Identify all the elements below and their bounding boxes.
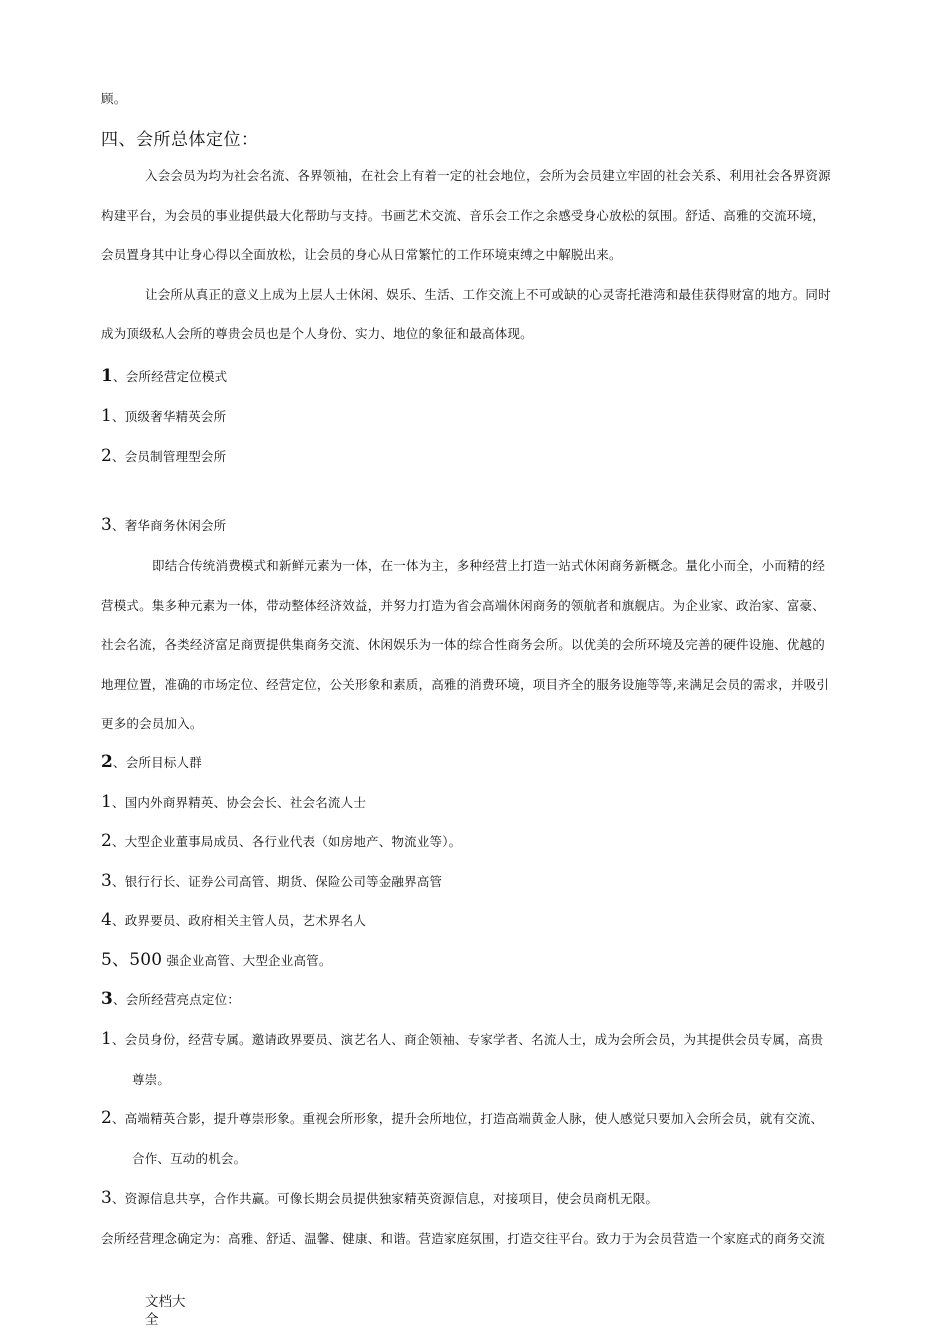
item-text: 、会员身份，经营专属。邀请政界要员、演艺名人、商企领袖、专家学者、名流人士，成为会所会员，为其提供会员专属，高贵 <box>112 1032 824 1047</box>
list-item <box>101 951 332 970</box>
item-number: 5、500 <box>101 950 163 970</box>
text-line: 顾。 <box>101 91 127 106</box>
item-text: 、银行行长、证券公司高管、期货、保险公司等金融界高管 <box>112 874 443 889</box>
item-number: 4 <box>101 910 113 930</box>
subsection-title: 、会所经营亮点定位： <box>113 992 241 1007</box>
subsection-title: 、会所经营定位模式 <box>113 369 228 384</box>
item-number: 2 <box>101 831 113 851</box>
item-number: 2 <box>101 1108 113 1128</box>
list-item-continuation: 尊崇。 <box>132 1072 171 1087</box>
paragraph-line: 成为顶级私人会所的尊贵会员也是个人身份、实力、地位的象征和最高体现。 <box>101 326 533 341</box>
list-item-continuation: 合作、互动的机会。 <box>132 1151 247 1166</box>
item-text: 、顶级奢华精英会所 <box>112 409 227 424</box>
paragraph-line: 即结合传统消费模式和新鲜元素为一体，在一体为主，多种经营上打造一站式休闲商务新概念。量化小而全，小而精的经 <box>152 558 826 573</box>
subsection-number: 2 <box>101 752 114 772</box>
subsection-number: 3 <box>101 989 114 1009</box>
subsection-heading <box>101 367 227 386</box>
paragraph-line: 营模式。集多种元素为一体，带动整体经济效益，并努力打造为省会高端休闲商务的领航者和旗舰店。为企业家、政治家、富豪、 <box>101 598 825 613</box>
list-item <box>101 516 226 535</box>
list-item <box>101 447 226 466</box>
list-item <box>101 1109 823 1128</box>
subsection-heading <box>101 753 202 772</box>
item-text: 、大型企业董事局成员、各行业代表（如房地产、物流业等）。 <box>112 834 462 849</box>
paragraph-line: 会所经营理念确定为：高雅、舒适、温馨、健康、和谐。营造家庭氛围，打造交往平台。致力于为会员营造一个家庭式的商务交流 <box>101 1231 825 1246</box>
item-number: 3 <box>101 515 113 535</box>
subsection-title: 、会所目标人群 <box>113 755 202 770</box>
paragraph-line: 入会会员为均为社会名流、各界领袖，在社会上有着一定的社会地位，会所为会员建立牢固的社会关系、利用社会各界资源 <box>145 168 831 183</box>
item-text: 、政界要员、政府相关主管人员，艺术界名人 <box>112 913 367 928</box>
item-text: 、奢华商务休闲会所 <box>112 518 227 533</box>
paragraph-line: 更多的会员加入。 <box>101 716 203 731</box>
item-text: 、高端精英合影，提升尊崇形象。重视会所形象，提升会所地位，打造高端黄金人脉，使人感觉只要加入会所会员，就有交流、 <box>112 1111 824 1126</box>
paragraph-line: 社会名流，各类经济富足商贾提供集商务交流、休闲娱乐为一体的综合性商务会所。以优美的会所环境及完善的硬件设施、优越的 <box>101 637 825 652</box>
list-item <box>101 407 226 426</box>
list-item <box>101 793 366 812</box>
item-text: 、会员制管理型会所 <box>112 449 227 464</box>
section-heading: 四、会所总体定位： <box>101 130 259 150</box>
item-number: 3 <box>101 1188 113 1208</box>
item-text: 、资源信息共享，合作共赢。可像长期会员提供独家精英资源信息，对接项目，使会员商机无限。 <box>112 1191 659 1206</box>
item-number: 3 <box>101 871 113 891</box>
subsection-heading <box>101 990 240 1009</box>
footer-text: 文档大全 <box>145 1294 186 1328</box>
paragraph-line: 会员置身其中让身心得以全面放松，让会员的身心从日常繁忙的工作环境束缚之中解脱出来。 <box>101 247 622 262</box>
paragraph-line: 让会所从真正的意义上成为上层人士休闲、娱乐、生活、工作交流上不可或缺的心灵寄托港湾和最佳获得财富的地方。同时 <box>145 287 831 302</box>
item-number: 2 <box>101 446 113 466</box>
item-number: 1 <box>101 406 113 426</box>
list-item <box>101 872 442 891</box>
item-text: 、国内外商界精英、协会会长、社会名流人士 <box>112 795 367 810</box>
item-number: 1 <box>101 792 113 812</box>
list-item <box>101 1030 823 1049</box>
paragraph-line: 构建平台，为会员的事业提供最大化帮助与支持。书画艺术交流、音乐会工作之余感受身心放松的氛围。舒适、高雅的交流环境， <box>101 208 825 223</box>
list-item <box>101 832 461 851</box>
list-item <box>101 911 366 930</box>
paragraph-line: 地理位置，准确的市场定位、经营定位，公关形象和素质，高雅的消费环境，项目齐全的服务设施等等,来满足会员的需求，并吸引 <box>101 677 830 692</box>
item-text: 强企业高管、大型企业高管。 <box>162 953 332 968</box>
item-number: 1 <box>101 1029 113 1049</box>
subsection-number: 1 <box>101 366 114 386</box>
list-item <box>101 1189 658 1208</box>
